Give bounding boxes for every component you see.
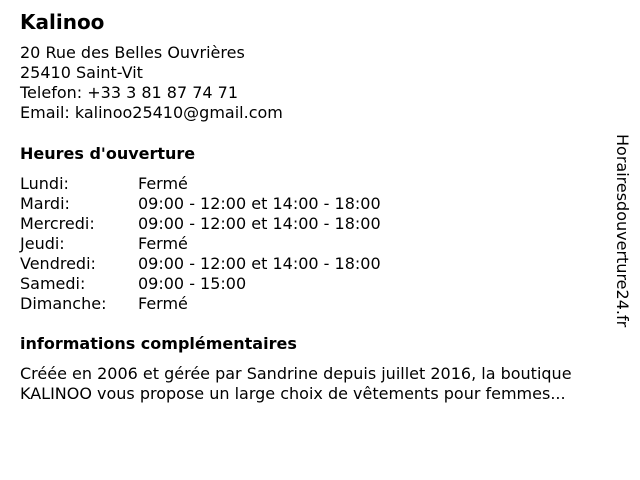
description-line: Créée en 2006 et gérée par Sandrine depuis juillet 2016, la boutique [20,364,572,383]
day-label: Mercredi: [20,214,95,233]
address-city: 25410 Saint-Vit [20,63,143,82]
day-label: Jeudi: [20,234,65,253]
day-label: Dimanche: [20,294,107,313]
day-label: Lundi: [20,174,69,193]
day-label: Vendredi: [20,254,96,273]
site-watermark: Horairesdouverture24.fr [613,134,632,328]
day-hours: 09:00 - 12:00 et 14:00 - 18:00 [138,214,381,233]
day-hours: Fermé [138,294,188,313]
opening-hours-heading: Heures d'ouverture [20,144,196,163]
day-hours: Fermé [138,234,188,253]
day-label: Mardi: [20,194,70,213]
day-hours: 09:00 - 15:00 [138,274,247,293]
day-hours: Fermé [138,174,188,193]
additional-info-heading: informations complémentaires [20,334,297,353]
day-hours: 09:00 - 12:00 et 14:00 - 18:00 [138,194,381,213]
address-street: 20 Rue des Belles Ouvrières [20,43,245,62]
email-address: Email: kalinoo25410@gmail.com [20,103,283,122]
description-line: KALINOO vous propose un large choix de vêtements pour femmes... [20,384,566,403]
additional-info-text [20,364,620,404]
phone-number: Telefon: +33 3 81 87 74 71 [20,83,239,102]
business-name: Kalinoo [20,10,105,34]
day-label: Samedi: [20,274,86,293]
contact-block [20,43,283,123]
day-hours: 09:00 - 12:00 et 14:00 - 18:00 [138,254,381,273]
